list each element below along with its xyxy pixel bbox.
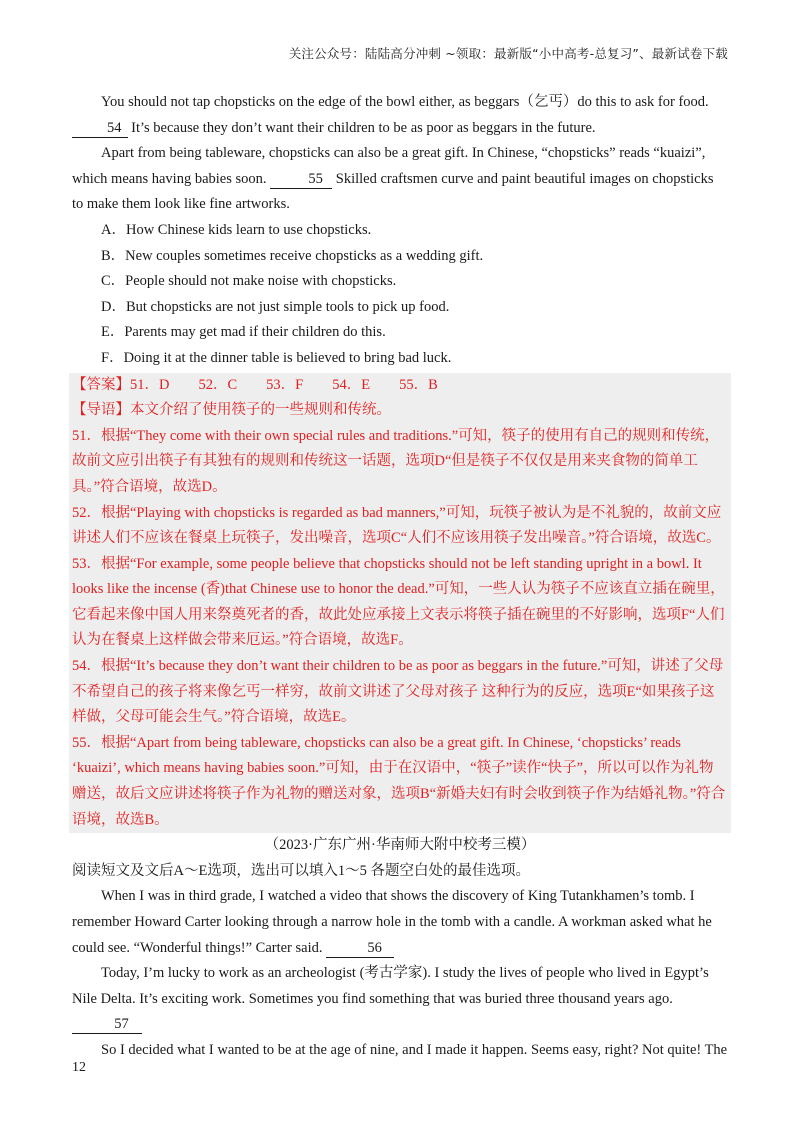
explanation-54: 54．根据“It’s because they don’t want their children to be as poor as beggars in the future.”可知，讲述了父母不希望自己的孩子将来像乞丐一样穷，故前文讲述了父母对孩子 这种行为的反应，选项E“如果孩子这样做，父母可能会生气。”符合语境，故选E。 — [72, 658, 724, 726]
paragraph-text: Skilled craftsmen curve and paint beautiful images on chopsticks to make them look like fine artworks. — [72, 170, 714, 213]
passage-paragraph — [72, 961, 728, 1038]
answer-blank: 54 — [72, 120, 128, 138]
answer-explanation-block — [69, 373, 731, 834]
answer-blank: 55 — [270, 171, 332, 189]
option-a: A．How Chinese kids learn to use chopsticks. — [101, 221, 372, 238]
guide-text: 【导语】本文介绍了使用筷子的一些规则和传统。 — [72, 402, 391, 419]
explanation-52: 52．根据“Playing with chopsticks is regarded as bad manners,”可知，玩筷子被认为是不礼貌的，故前文应讲述人们不应该在餐桌上玩筷子，发出噪音，选项C“人们不应该用筷子发出噪音。”符合语境，故选C。 — [72, 504, 722, 547]
paragraph-text: Apart from being tableware, chopsticks can also be a great gift. In Chinese, “chopsticks” reads “kuaizi”, which means having babies soon. — [72, 145, 706, 187]
explanation-55: 55．根据“Apart from being tableware, chopsticks can also be a great gift. In Chinese, ‘chopsticks’ reads ‘kuaizi’, which means having babies soon.”可知，由于在汉语中，“筷子”读作“快子”，所以可以作为礼物赠送，故后文应讲述将筷子作为礼物的赠送对象，选项B“新婚夫妇有时会收到筷子作为结婚礼物。”符合语境，故选B。 — [72, 734, 726, 828]
answer-key: 【答案】51．D 52．C 53．F 54．E 55．B — [72, 376, 438, 393]
page-number: 12 — [72, 1060, 86, 1075]
paragraph-text: It’s because they don’t want their children to be as poor as beggars in the future. — [127, 119, 596, 136]
section-instruction: 阅读短文及文后A～E选项，选出可以填入1～5 各题空白处的最佳选项。 — [72, 862, 530, 879]
paragraph-text: You should not tap chopsticks on the edge of the bowl either, as beggars（乞丐）do this to ask for food. — [101, 94, 709, 110]
option-e: E．Parents may get mad if their children do this. — [101, 324, 386, 341]
explanation-51: 51．根据“They come with their own special rules and traditions.”可知，筷子的使用有自己的规则和传统，故前文应引出筷子有其独有的规则和传统这一话题，选项D“但是筷子不仅仅是用来夹食物的简单工具。”符合语境，故选D。 — [72, 427, 720, 495]
passage-paragraph — [72, 141, 728, 218]
answer-blank: 57 — [72, 1016, 142, 1034]
option-b: B．New couples sometimes receive chopsticks as a wedding gift. — [101, 247, 484, 264]
document-body — [72, 90, 728, 1064]
answer-blank: 56 — [326, 940, 394, 958]
paragraph-text: Today, I’m lucky to work as an archeologist (考古学家). I study the lives of people who lived in Egypt’s Nile Delta. It’s exciting work. Sometimes you find something that was buried three thousand years ago. — [72, 965, 709, 1007]
passage-paragraph — [72, 884, 728, 961]
page-header: 关注公众号：陆陆高分冲刺 ~领取：最新版“小中高考-总复习”、最新试卷下载 — [288, 46, 728, 61]
option-c: C．People should not make noise with chopsticks. — [101, 273, 397, 290]
option-f: F．Doing it at the dinner table is believed to bring bad luck. — [101, 349, 452, 366]
option-d: D．But chopsticks are not just simple tools to pick up food. — [101, 298, 450, 315]
passage-paragraph: So I decided what I wanted to be at the age of nine, and I made it happen. Seems easy, right? Not quite! The — [101, 1041, 728, 1058]
explanation-53: 53．根据“For example, some people believe that chopsticks should not be left standing upright in a bowl. It looks like the incense (香)that Chinese use to honor the dead.”可知，一些人认为筷子不应该直立插在碗里，它看起来像中国人用来祭奠死者的香，故此处应承接上文表示将筷子插在碗里的不好影响，选项F“人们认为在餐桌上这样做会带来厄运。”符合语境，故选F。 — [72, 555, 725, 649]
passage-paragraph — [72, 90, 728, 141]
section-source: （2023·广东广州·华南师大附中校考三模） — [264, 837, 536, 854]
paragraph-text: When I was in third grade, I watched a video that shows the discovery of King Tutankhamen’s tomb. I remember Howard Carter looking through a narrow hole in the tomb with a candle. A workman asked what he could see. “Wonderful things!” Carter said. — [72, 888, 712, 956]
